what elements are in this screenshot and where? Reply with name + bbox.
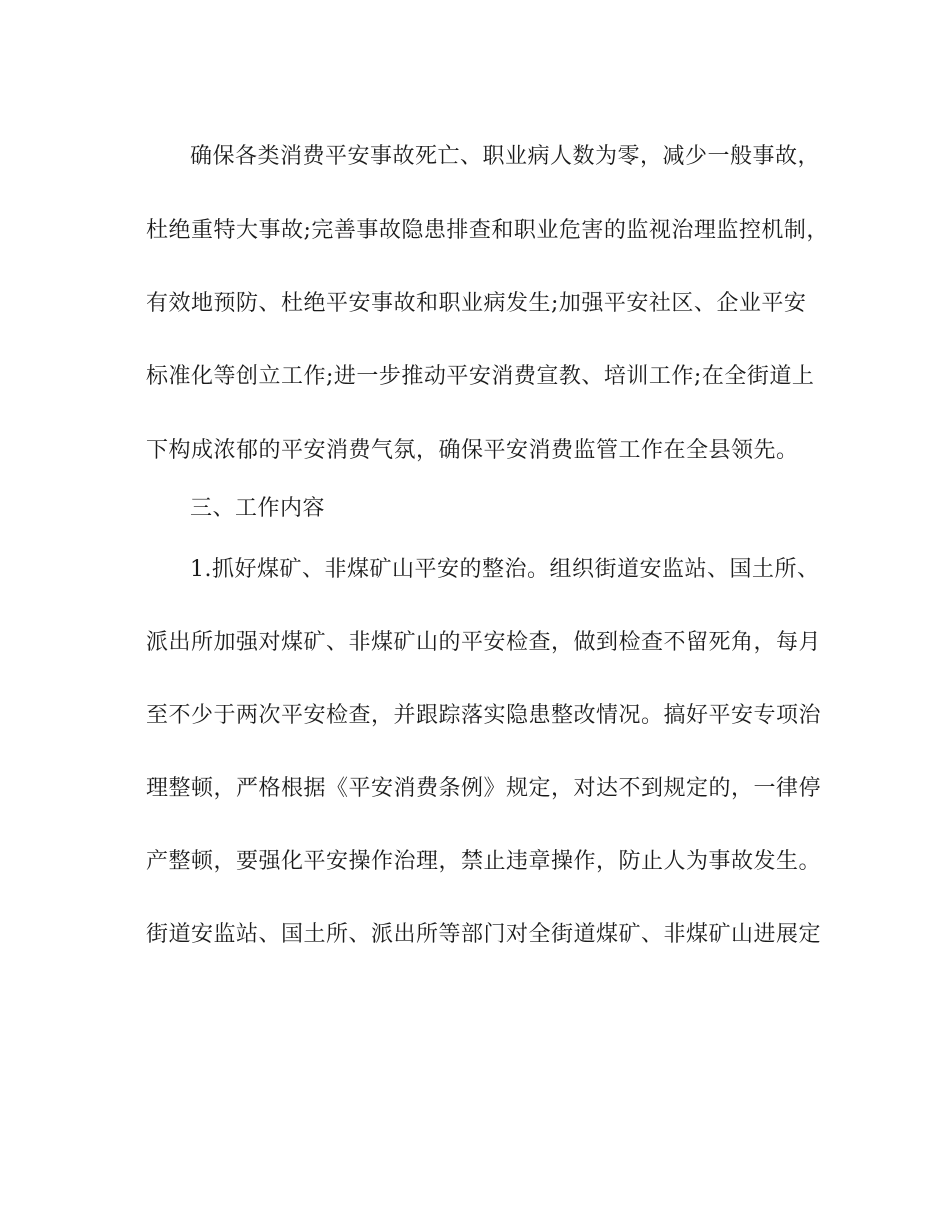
paragraph-line: 产整顿，要强化平安操作治理，禁止违章操作，防止人为事故发生。 <box>146 849 822 874</box>
paragraph-line: 街道安监站、国土所、派出所等部门对全街道煤矿、非煤矿山进展定 <box>146 922 822 947</box>
paragraph-line: 派出所加强对煤矿、非煤矿山的平安检查，做到检查不留死角，每月 <box>146 630 822 655</box>
paragraph-line: 确保各类消费平安事故死亡、职业病人数为零，减少一般事故， <box>190 144 821 169</box>
section-heading: 三、工作内容 <box>190 496 326 521</box>
paragraph-line: 理整顿，严格根据《平安消费条例》规定，对达不到规定的，一律停 <box>146 776 822 801</box>
paragraph-line: 下构成浓郁的平安消费气氛，确保平安消费监管工作在全县领先。 <box>146 438 799 463</box>
paragraph-line: 至不少于两次平安检查，并跟踪落实隐患整改情况。搞好平安专项治 <box>146 703 822 728</box>
paragraph-line: 1.抓好煤矿、非煤矿山平安的整治。组织街道安监站、国土所、 <box>190 557 820 582</box>
paragraph-line: 标准化等创立工作;进一步推动平安消费宣教、培训工作;在全街道上 <box>146 364 815 389</box>
paragraph-line: 杜绝重特大事故;完善事故隐患排查和职业危害的监视治理监控机制， <box>146 218 829 243</box>
paragraph-line: 有效地预防、杜绝平安事故和职业病发生;加强平安社区、企业平安 <box>146 291 807 316</box>
